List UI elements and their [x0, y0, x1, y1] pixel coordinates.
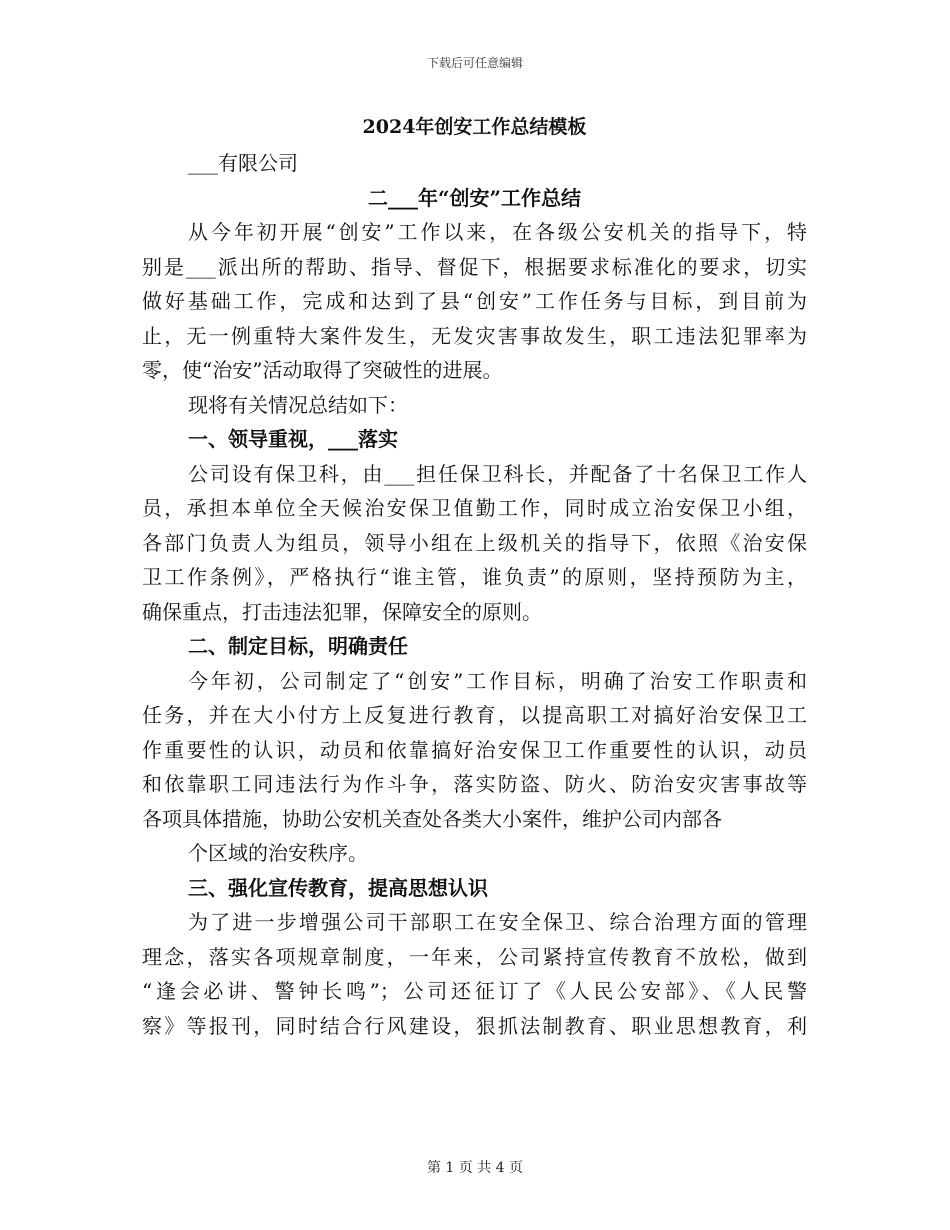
paragraph-line: 别是___派出所的帮助、指导、督促下，根据要求标准化的要求，切实	[142, 254, 807, 279]
paragraph-line: 各项具体措施，协助公安机关查处各类大小案件，维护公司内部各	[142, 806, 722, 831]
document-subtitle: 二___年“创安”工作总结	[367, 185, 581, 210]
paragraph-line: 员，承担本单位全天候治安保卫值勤工作，同时成立治安保卫小组，	[142, 496, 807, 520]
page-number: 第 1 页 共 4 页	[426, 1160, 524, 1176]
paragraph-line: 理念，落实各项规章制度，一年来，公司紧持宣传教育不放松，做到	[142, 944, 807, 969]
paragraph-line: “逢会必讲、警钟长鸣”；公司还征订了《人民公安部》、《人民警	[142, 979, 807, 1003]
paragraph-line: 卫工作条例》，严格执行“谁主管，谁负责”的原则，坚持预防为主，	[142, 565, 807, 589]
section-heading-3: 三、强化宣传教育，提高思想认识	[188, 875, 488, 900]
paragraph-line: 察》等报刊，同时结合行风建设，狠抓法制教育、职业思想教育，利	[142, 1013, 807, 1038]
section-heading-2: 二、制定目标，明确责任	[188, 634, 408, 658]
document-body	[142, 108, 807, 1043]
company-line: ___有限公司	[188, 151, 298, 175]
paragraph-line: 任务，并在大小付方上反复进行教育，以提高职工对搞好治安保卫工	[142, 703, 807, 727]
paragraph-line: 作重要性的认识，动员和依靠搞好治安保卫工作重要性的认识，动员	[142, 737, 807, 762]
paragraph-line: 做好基础工作，完成和达到了县“创安”工作任务与目标，到目前为	[142, 289, 807, 313]
paragraph-line: 从今年初开展“创安”工作以来，在各级公安机关的指导下，特	[188, 220, 807, 244]
summary-lead: 现将有关情况总结如下：	[188, 392, 408, 417]
paragraph-line: 和依靠职工同违法行为作斗争，落实防盗、防火、防治安灾害事故等	[142, 772, 807, 796]
paragraph-line: 各部门负责人为组员，领导小组在上级机关的指导下，依照《治安保	[142, 530, 807, 555]
paragraph-line: 止，无一例重特大案件发生，无发灾害事故发生，职工违法犯罪率为	[142, 323, 807, 348]
paragraph-line: 今年初，公司制定了“创安”工作目标，明确了治安工作职责和	[188, 668, 807, 693]
paragraph-line: 为了进一步增强公司干部职工在安全保卫、综合治理方面的管理	[188, 910, 807, 934]
paragraph-line: 确保重点，打击违法犯罪，保障安全的原则。	[142, 599, 542, 624]
paragraph-line: 零，使“治安”活动取得了突破性的进展。	[142, 358, 503, 382]
section-heading-1: 一、领导重视，___落实	[188, 427, 398, 451]
document-title: 2024年创安工作总结模板	[362, 116, 587, 138]
header-note: 下载后可任意编辑	[426, 56, 523, 70]
paragraph-line: 个区域的治安秩序。	[188, 841, 368, 865]
paragraph-line: 公司设有保卫科，由___担任保卫科长，并配备了十名保卫工作人	[188, 461, 807, 486]
